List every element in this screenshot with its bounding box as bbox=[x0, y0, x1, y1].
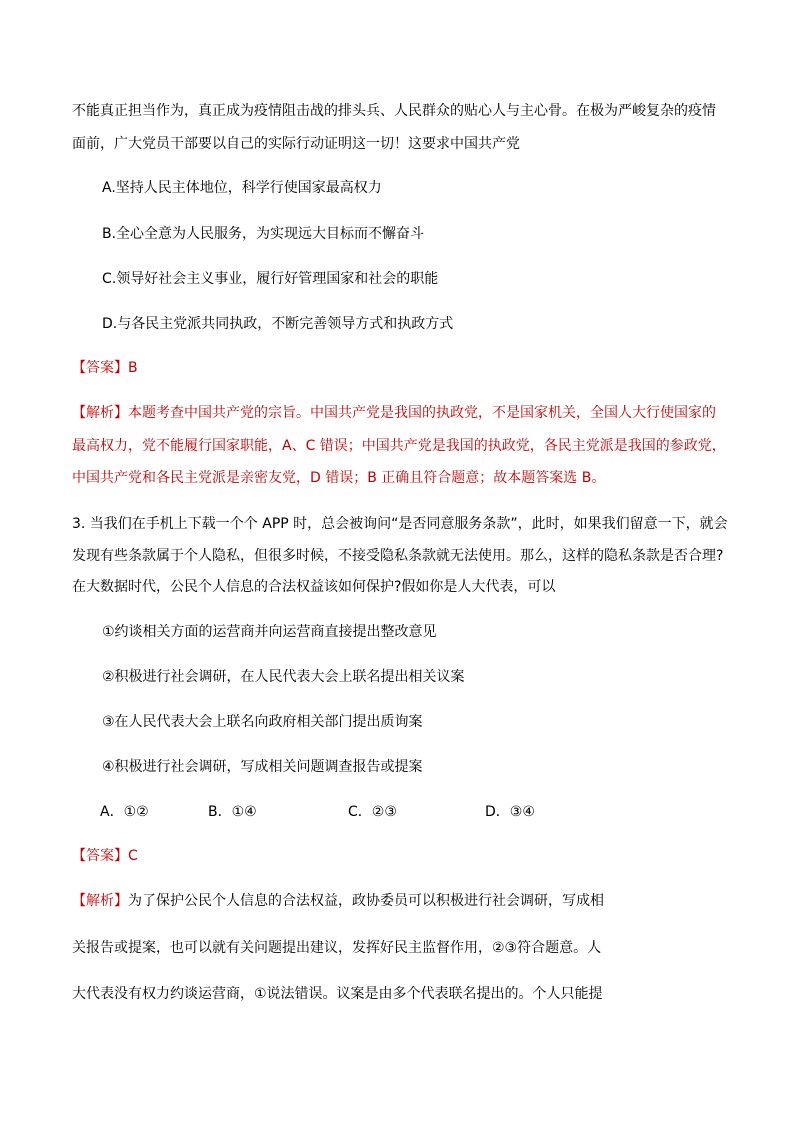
q2-answer-tag: 【答案】 bbox=[72, 360, 128, 376]
q2-analysis-text-1: 本题考查中国共产党的宗旨。中国共产党是我国的执政党，不是国家机关，全国人大行使国家的 bbox=[128, 405, 716, 421]
q3-analysis-line-3: 大代表没有权力约谈运营商，①说法错误。议案是由多个代表联名提出的。个人只能提 bbox=[72, 986, 603, 1002]
q2-answer-value: B bbox=[128, 360, 138, 376]
q2-answer bbox=[72, 358, 138, 378]
q3-stem-line-2: 发现有些条款属于个人隐私，但很多时候，不接受隐私条款就无法使用。那么，这样的隐私条款是否合理? bbox=[72, 548, 724, 564]
q3-item-4: ④积极进行社会调研，写成相关问题调查报告或提案 bbox=[102, 759, 423, 775]
q2-stem-line-2: 面前，广大党员干部要以自己的实际行动证明这一切！这要求中国共产党 bbox=[72, 136, 520, 152]
q2-option-c: C.领导好社会主义事业，履行好管理国家和社会的职能 bbox=[102, 271, 439, 287]
q3-answer bbox=[72, 846, 138, 866]
q3-choice-a: A．①② bbox=[100, 804, 149, 820]
q3-choice-b: B．①④ bbox=[208, 804, 257, 820]
q3-item-2: ②积极进行社会调研，在人民代表大会上联名提出相关议案 bbox=[102, 669, 465, 685]
q3-analysis-line-2: 关报告或提案，也可以就有关问题提出建议，发挥好民主监督作用，②③符合题意。人 bbox=[72, 940, 602, 956]
q3-choice-c: C．②③ bbox=[348, 804, 397, 820]
q3-answer-tag: 【答案】 bbox=[72, 848, 128, 864]
q2-analysis-line-1 bbox=[72, 403, 716, 423]
q3-stem-line-1: 3. 当我们在手机上下载一个个 APP 时，总会被询问“是否同意服务条款”，此时，如果我们留意一下，就会 bbox=[72, 516, 728, 532]
q3-item-3: ③在人民代表大会上联名向政府相关部门提出质询案 bbox=[102, 714, 423, 730]
q2-option-d: D.与各民主党派共同执政，不断完善领导方式和执政方式 bbox=[102, 316, 454, 332]
q2-analysis-line-3: 中国共产党和各民主党派是亲密友党，D 错误；B 正确且符合题意；故本题答案选 B。 bbox=[72, 470, 606, 486]
q3-choice-d: D．③④ bbox=[485, 804, 535, 820]
q3-item-1: ①约谈相关方面的运营商并向运营商直接提出整改意见 bbox=[102, 624, 437, 640]
q2-analysis-line-2: 最高权力，党不能履行国家职能，A、C 错误；中国共产党是我国的执政党，各民主党派是我国的参政党， bbox=[72, 438, 726, 454]
q3-analysis-tag: 【解析】 bbox=[72, 893, 128, 909]
q3-stem-line-3: 在大数据时代，公民个人信息的合法权益该如何保护?假如你是人大代表，可以 bbox=[72, 579, 556, 595]
q2-analysis-tag: 【解析】 bbox=[72, 405, 128, 421]
q3-analysis-text-1: 为了保护公民个人信息的合法权益，政协委员可以积极进行社会调研，写成相 bbox=[128, 893, 604, 909]
q2-option-b: B.全心全意为人民服务，为实现远大目标而不懈奋斗 bbox=[102, 226, 425, 242]
q3-answer-value: C bbox=[128, 848, 138, 864]
q2-stem-line-1: 不能真正担当作为，真正成为疫情阻击战的排头兵、人民群众的贴心人与主心骨。在极为严峻复杂的疫情 bbox=[72, 103, 716, 119]
q3-analysis-line-1 bbox=[72, 891, 604, 911]
q2-option-a: A.坚持人民主体地位，科学行使国家最高权力 bbox=[102, 180, 382, 196]
